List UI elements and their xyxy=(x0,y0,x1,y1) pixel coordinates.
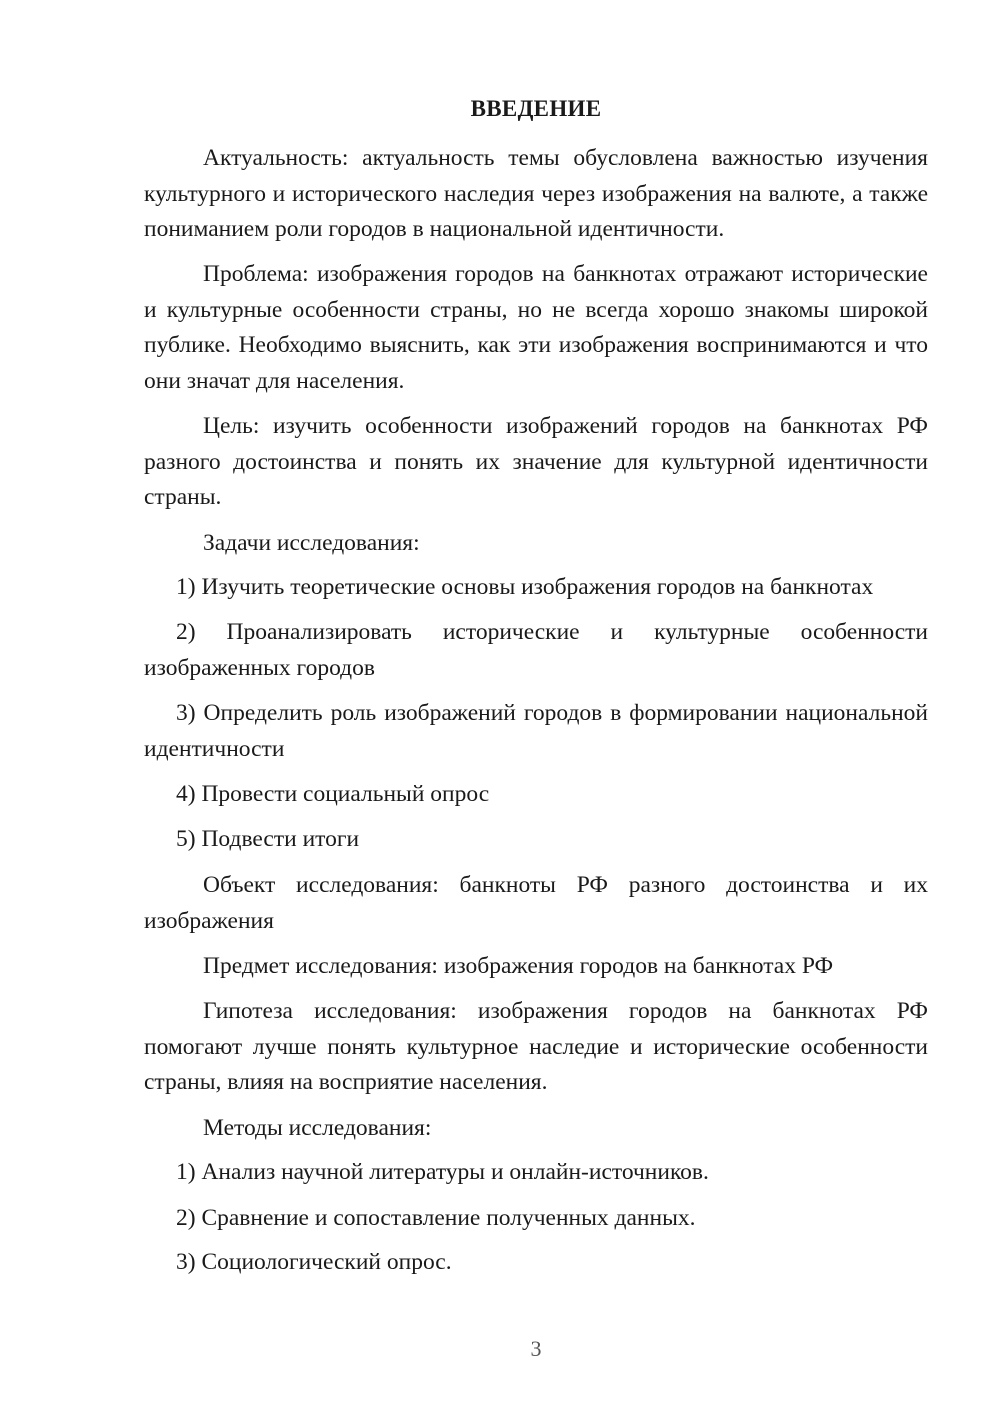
page-number: 3 xyxy=(530,1336,542,1361)
method-2-text: 2) Сравнение и сопоставление полученных данных. xyxy=(176,1205,696,1231)
object-text: Объект исследования: банкноты РФ разного достоинства и их изображения xyxy=(144,872,928,934)
list-item xyxy=(144,1201,928,1237)
list-item xyxy=(144,615,928,686)
list-item xyxy=(144,696,928,767)
methods-heading-text: Методы исследования: xyxy=(203,1115,432,1141)
task-1-text: 1) Изучить теоретические основы изображения городов на банкнотах xyxy=(176,574,874,600)
task-2-text: 2) Проанализировать исторические и культурные особенности изображенных городов xyxy=(144,619,928,681)
method-3-text: 3) Социологический опрос. xyxy=(176,1249,452,1275)
methods-heading xyxy=(144,1111,928,1147)
problem-text: Проблема: изображения городов на банкнотах отражают исторические и культурные особенности страны, но не всегда хорошо знакомы широкой публике. Необходимо выяснить, как эти изображения воспринимаются и что они значат для населения. xyxy=(144,261,928,394)
list-item xyxy=(144,822,928,858)
paragraph-hypothesis xyxy=(144,994,928,1101)
subject-text: Предмет исследования: изображения городов на банкнотах РФ xyxy=(203,953,834,979)
list-item xyxy=(144,777,928,813)
paragraph-subject xyxy=(144,949,928,985)
tasks-heading-text: Задачи исследования: xyxy=(203,530,420,556)
list-item xyxy=(144,1245,928,1281)
paragraph-goal xyxy=(144,409,928,516)
paragraph-object xyxy=(144,868,928,939)
paragraph-relevance xyxy=(144,141,928,248)
page-title: ВВЕДЕНИЕ xyxy=(470,96,602,121)
relevance-text: Актуальность: актуальность темы обусловлена важностью изучения культурного и исторического наследия через изображения на валюте, а также пониманием роли городов в национальной идентичности. xyxy=(144,145,928,242)
goal-text: Цель: изучить особенности изображений городов на банкнотах РФ разного достоинства и понять их значение для культурной идентичности страны. xyxy=(144,413,928,510)
paragraph-problem xyxy=(144,257,928,399)
tasks-heading xyxy=(144,526,928,562)
hypothesis-text: Гипотеза исследования: изображения городов на банкнотах РФ помогают лучше понять культурное наследие и исторические особенности страны, влияя на восприятие населения. xyxy=(144,998,928,1095)
list-item xyxy=(144,570,928,606)
list-item xyxy=(144,1155,928,1191)
task-3-text: 3) Определить роль изображений городов в формировании национальной идентичности xyxy=(144,700,928,762)
task-5-text: 5) Подвести итоги xyxy=(176,826,360,852)
method-1-text: 1) Анализ научной литературы и онлайн-источников. xyxy=(176,1159,709,1185)
task-4-text: 4) Провести социальный опрос xyxy=(176,781,490,807)
